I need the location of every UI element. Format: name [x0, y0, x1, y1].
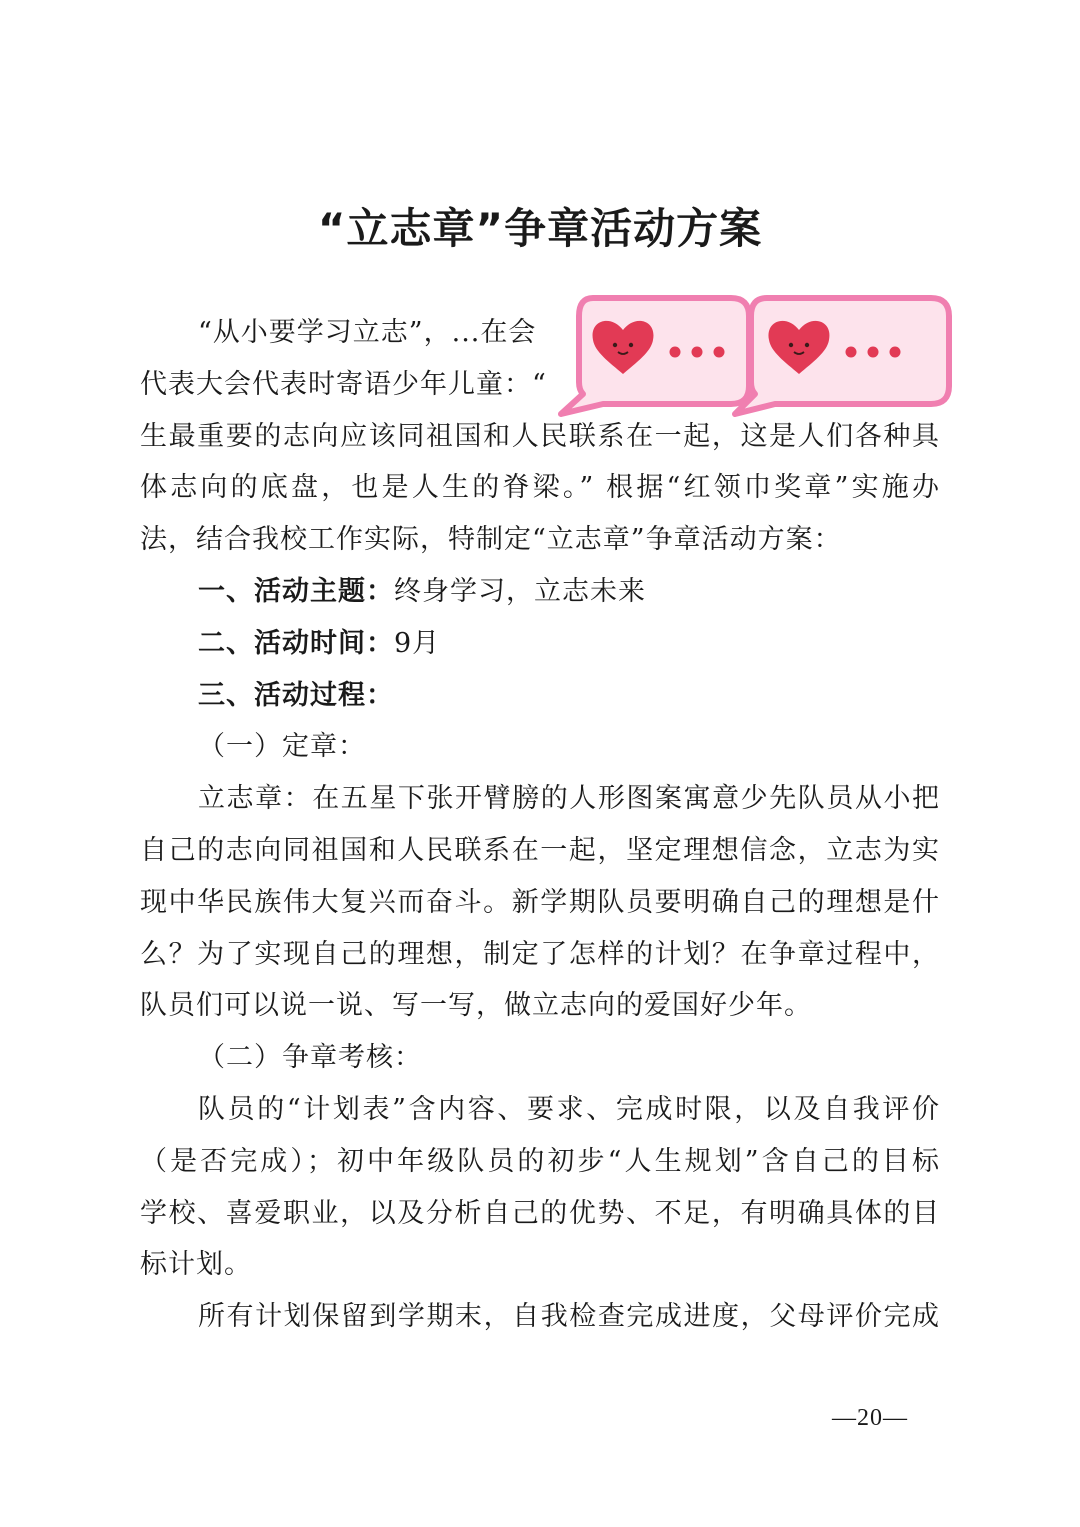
intro-line-2: 代表大会代表时寄语少年儿童：“ [140, 368, 547, 400]
sticker-overlay [553, 290, 955, 420]
dingzhang-line-5: 队员们可以说一说、写一写，做立志向的爱国好少年。 [140, 990, 812, 1022]
dingzhang-line-3: 现中华民族伟大复兴而奋斗。新学期队员要明确自己的理想是什 [140, 886, 940, 918]
section-theme-value: 终身学习，立志未来 [394, 575, 646, 607]
section-process [140, 670, 940, 722]
kaohe-line-3: 学校、喜爱职业，以及分析自己的优势、不足，有明确具体的目 [140, 1197, 940, 1229]
intro-line-4: 体志向的底盘，也是人生的脊梁。” 根据“红领巾奖章”实施办 [140, 472, 940, 504]
heart-bubble-right [735, 298, 949, 414]
kaohe-line-4: 标计划。 [140, 1249, 252, 1281]
section-time [140, 618, 940, 670]
intro-line-3: 生最重要的志向应该同祖国和人民联系在一起，这是人们各种具 [140, 420, 940, 452]
heart-bubble-left [561, 298, 749, 414]
kaohe-line-1: 队员的“计划表”含内容、要求、完成时限，以及自我评价 [198, 1093, 940, 1125]
final-line: 所有计划保留到学期末，自我检查完成进度，父母评价完成 [198, 1301, 940, 1333]
intro-line-1: “从小要学习立志”，...在会 [198, 317, 537, 348]
subsection-dingzhang: （一）定章： [198, 731, 366, 763]
section-theme-label: 一、活动主题： [198, 575, 394, 607]
dingzhang-line-1: 立志章：在五星下张开臂膀的人形图案寓意少先队员从小把 [198, 783, 940, 815]
section-time-value: 9月 [394, 627, 441, 659]
section-theme [140, 566, 940, 618]
heart-chat-bubble-icon [553, 290, 955, 420]
dingzhang-line-4: 么？为了实现自己的理想，制定了怎样的计划？在争章过程中， [140, 938, 940, 970]
subsection-kaohe: （二）争章考核： [198, 1042, 422, 1074]
page-number: —20— [832, 1405, 908, 1431]
intro-line-5: 法，结合我校工作实际，特制定“立志章”争章活动方案： [140, 524, 842, 556]
section-process-label: 三、活动过程： [198, 679, 394, 711]
document-body [140, 307, 940, 1343]
page-title: “立志章”争章活动方案 [317, 204, 763, 253]
dingzhang-line-2: 自己的志向同祖国和人民联系在一起，坚定理想信念，立志为实 [140, 834, 940, 866]
section-time-label: 二、活动时间： [198, 627, 394, 659]
kaohe-line-2: （是否完成）；初中年级队员的初步“人生规划”含自己的目标 [140, 1145, 940, 1177]
